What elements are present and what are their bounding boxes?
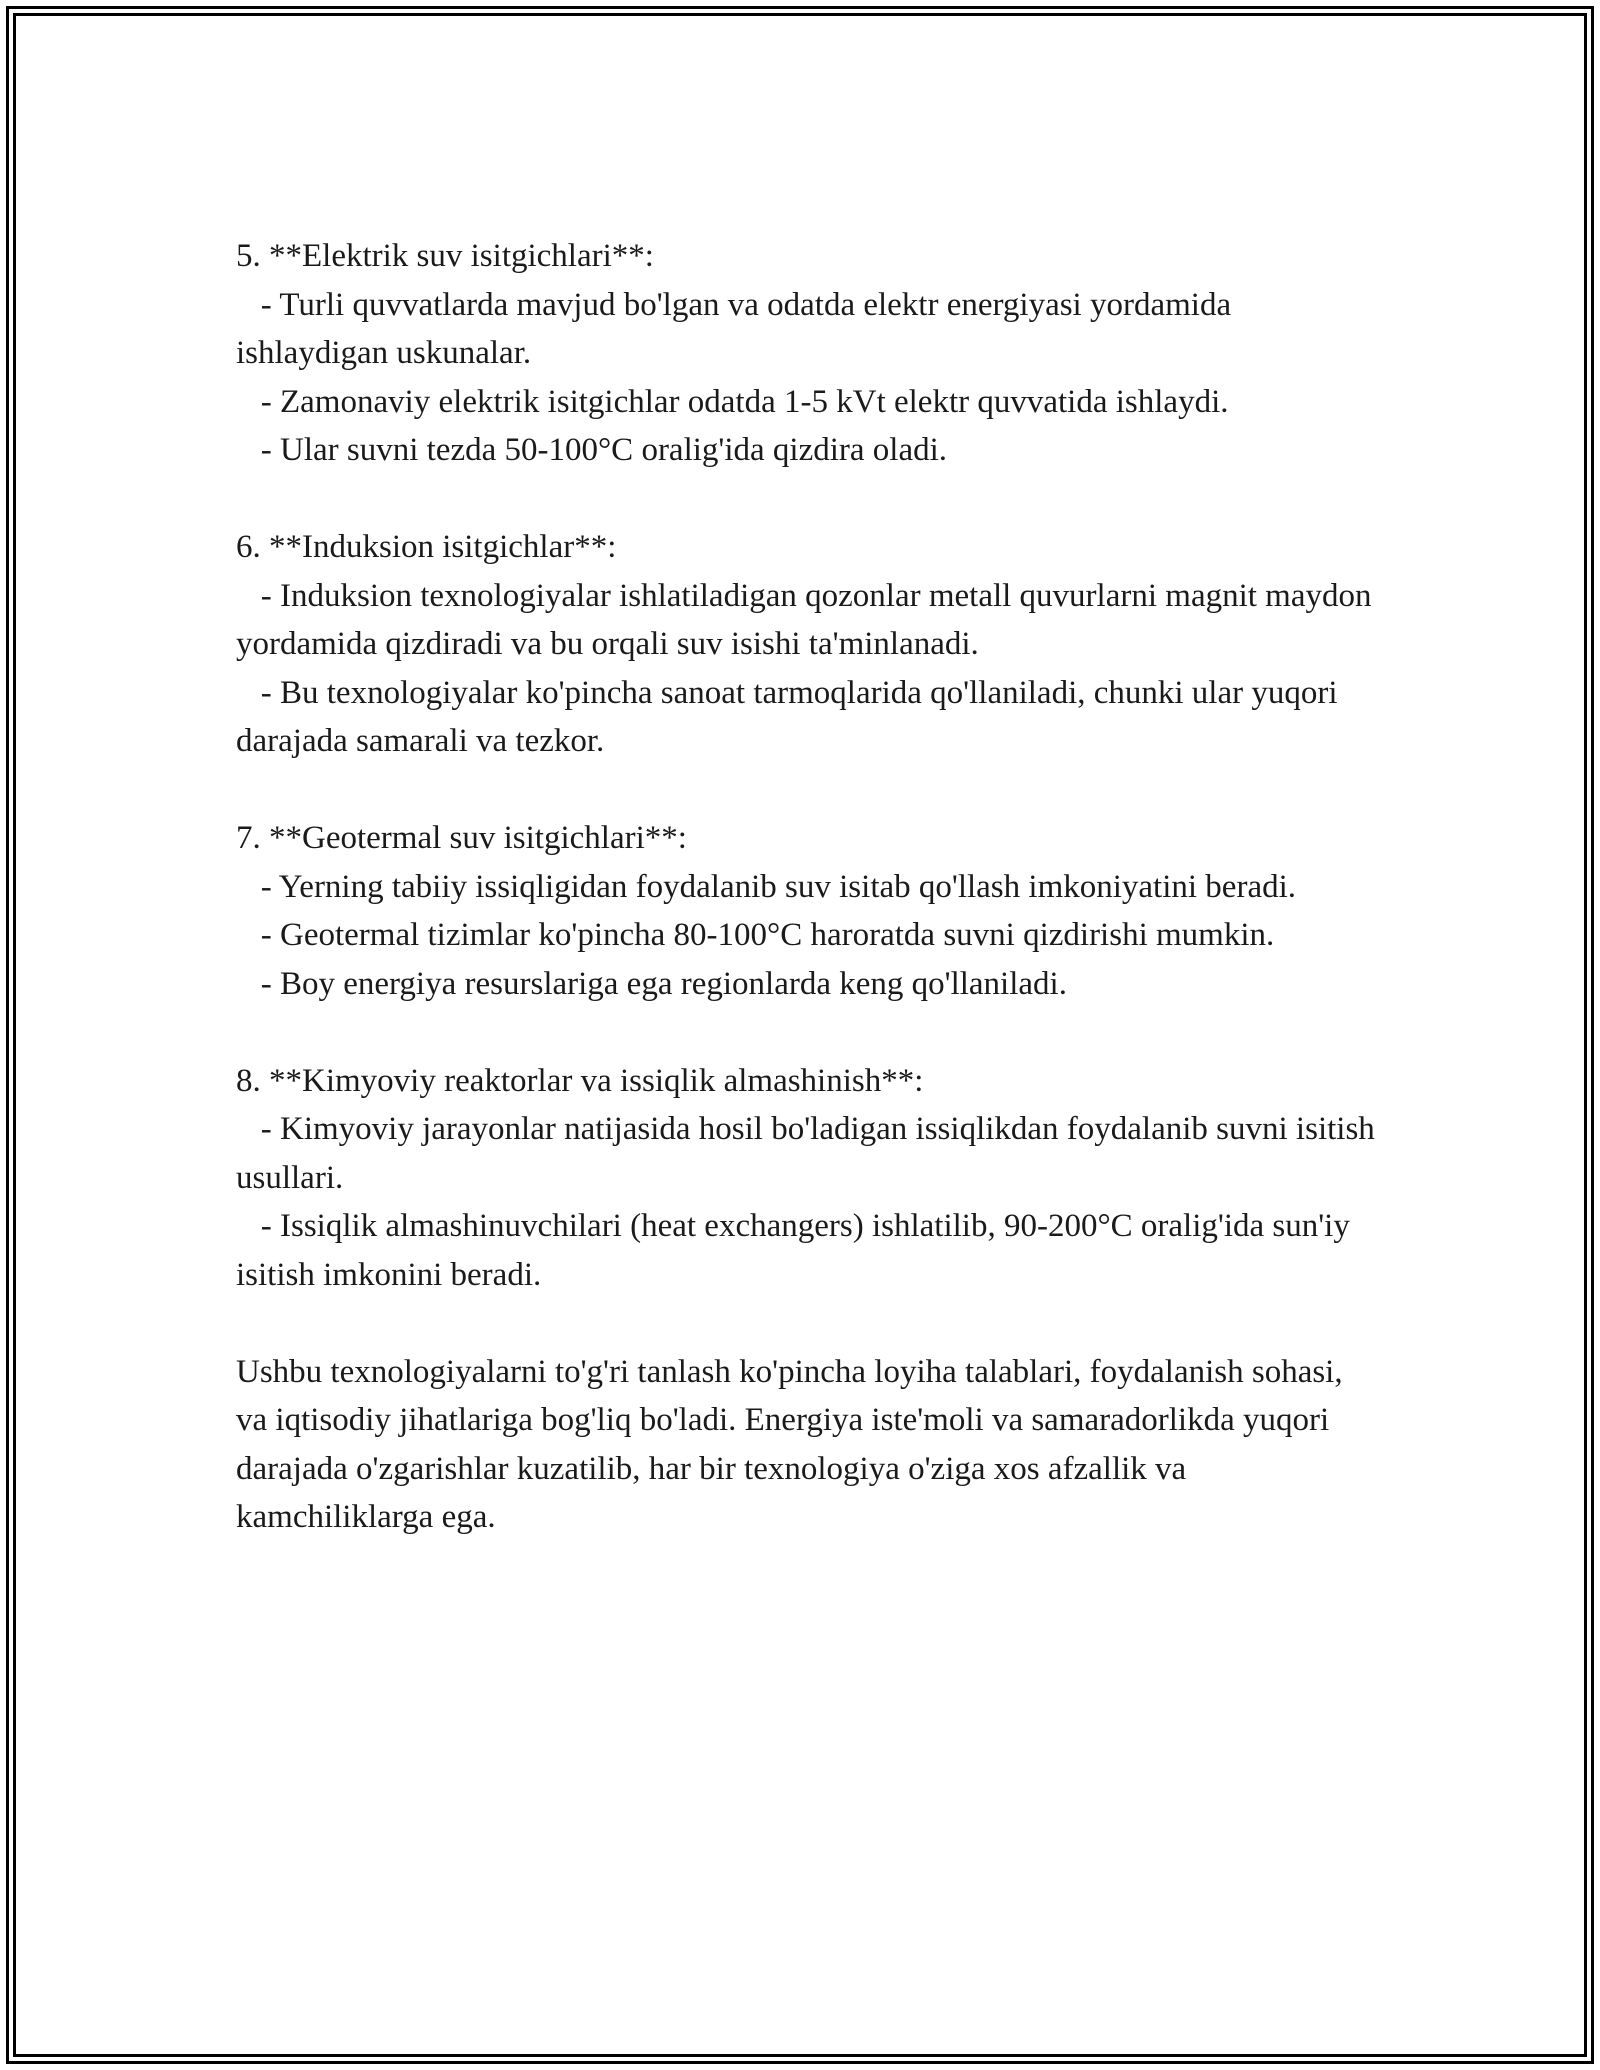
- bullet-item: - Boy energiya resurslariga ega regionlarda keng qo'llaniladi.: [236, 965, 1067, 1002]
- section-geothermal-heaters: [236, 814, 1376, 1008]
- section-heading: 7. **Geotermal suv isitgichlari**:: [236, 820, 687, 856]
- document-body: [236, 232, 1384, 1542]
- section-induction-heaters: [236, 523, 1380, 766]
- bullet-item: - Yerning tabiiy issiqligidan foydalanib suv isitab qo'llash imkoniyatini beradi.: [236, 868, 1297, 905]
- bullet-item: - Kimyoviy jarayonlar natijasida hosil bo'ladigan issiqlikdan foydalanib suvni isitish usullari.: [236, 1111, 1384, 1196]
- bullet-item: - Issiqlik almashinuvchilari (heat exchangers) ishlatilib, 90-200°C oralig'ida sun'iy isitish imkonini beradi.: [236, 1208, 1359, 1293]
- section-heading: 8. **Kimyoviy reaktorlar va issiqlik almashinish**:: [236, 1062, 924, 1099]
- section-heading: 5. **Elektrik suv isitgichlari**:: [236, 238, 654, 274]
- bullet-item: - Geotermal tizimlar ko'pincha 80-100°C haroratda suvni qizdirishi mumkin.: [236, 917, 1275, 953]
- bullet-item: - Turli quvvatlarda mavjud bo'lgan va odatda elektr energiyasi yordamida ishlaydigan uskunalar.: [236, 286, 1240, 371]
- conclusion-paragraph: Ushbu texnologiyalarni to'g'ri tanlash ko'pincha loyiha talablari, foydalanish sohasi, va iqtisodiy jihatlariga bog'liq bo'ladi. Energiya iste'moli va samaradorlikda yuqori darajada o'zgarishlar kuzatilib, har bir texnologiya o'ziga xos afzallik va kamchiliklarga ega.: [236, 1353, 1351, 1535]
- section-electric-heaters: [236, 232, 1376, 475]
- bullet-item: - Induksion texnologiyalar ishlatiladigan qozonlar metall quvurlarni magnit maydon yordamida qizdiradi va bu orqali suv isishi ta'minlanadi.: [236, 577, 1380, 662]
- bullet-item: - Bu texnologiyalar ko'pincha sanoat tarmoqlarida qo'llaniladi, chunki ular yuqori darajada samarali va tezkor.: [236, 674, 1346, 759]
- bullet-item: - Ular suvni tezda 50-100°C oralig'ida qizdira oladi.: [236, 432, 948, 468]
- section-chemical-reactors: [236, 1057, 1384, 1300]
- bullet-item: - Zamonaviy elektrik isitgichlar odatda 1-5 kVt elektr quvvatida ishlaydi.: [236, 383, 1229, 420]
- section-heading: 6. **Induksion isitgichlar**:: [236, 529, 617, 565]
